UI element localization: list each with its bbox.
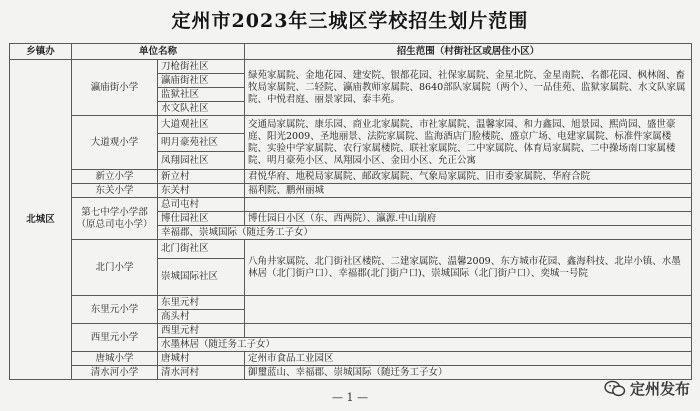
header-school: 单位名称 (72, 44, 245, 60)
unit-name: 大道观社区 (158, 116, 245, 134)
header-range: 招生范围（村街社区或居住小区） (245, 44, 692, 60)
range-cell: 八角井家属院、北门街社区楼院、二建家属院、温馨2009、东方城市花园、鑫海科技、北岸小镇、水墨林居（北门街户口）、幸福郡(北门街户口)、崇城国际（北门街户口）、奕城一号院 (245, 240, 692, 296)
unit-name: 东里元村 (158, 296, 245, 310)
table-row (10, 366, 692, 380)
unit-name: 西里元村 (158, 324, 245, 338)
unit-name: 幸福郡、崇城国际（随迁务工子女） (158, 226, 692, 240)
table-row (10, 184, 692, 198)
table-row (10, 296, 692, 310)
unit-name: 水墨林居（随迁务工子女） (158, 338, 692, 352)
school-name: 大道观小学 (72, 116, 158, 170)
unit-name: 凤翔园社区 (158, 152, 245, 170)
unit-name: 新立村 (158, 170, 245, 184)
table-header-row (10, 44, 692, 60)
school-name: 瀛庙街小学 (72, 60, 158, 116)
unit-name: 刀枪街社区 (158, 60, 245, 74)
unit-name: 博仕园社区 (158, 212, 245, 226)
range-cell: 博仕园日小区（东、西两院）、瀛源.中山瑞府 (245, 212, 692, 226)
town-cell: 北城区 (10, 60, 72, 380)
range-cell: 福利院、鹏州丽城 (245, 184, 692, 198)
range-cell: 定州市食品工业园区 (245, 352, 692, 366)
watermark-text: 定州发布 (629, 380, 690, 398)
unit-name: 总司屯村 (158, 198, 245, 212)
document-title: 定州市2023年三城区学校招生划片范围 (171, 10, 529, 32)
unit-name: 水文队社区 (158, 102, 245, 116)
range-cell (245, 324, 692, 338)
unit-name: 监狱社区 (158, 88, 245, 102)
range-cell: 交通局家属院、康乐园、商业北家属院、市社家属院、温馨家园、和力鑫园、旭景园、熙尚园、盛世豪庭、阳光2009、圣地丽景、法院家属院、监海酒店门脸楼院、盛京广场、电建家属院、标准件家属楼院、实验中学家属院、农行家属楼院、联社家属院、二中家属院、体育局家属院、二中操场南口家属楼院、明月豪苑小区、凤翔园小区、金田小区、允正公寓 (245, 116, 692, 170)
school-name: 东关小学 (72, 184, 158, 198)
unit-name: 瀛庙街社区 (158, 74, 245, 88)
table-row (10, 198, 692, 212)
unit-name: 北门街社区 (158, 240, 245, 259)
school-name: 北门小学 (72, 240, 158, 296)
range-cell (245, 296, 692, 324)
unit-name: 唐城村 (158, 352, 245, 366)
table-row (10, 170, 692, 184)
range-cell: 君悦华府、地税局家属院、邮政家属院、气象局家属院、旧市委家属院、华府合院 (245, 170, 692, 184)
range-cell (245, 198, 692, 212)
table-row (10, 352, 692, 366)
table-row (10, 116, 692, 134)
table-row (10, 240, 692, 259)
unit-name: 清水河村 (158, 366, 245, 380)
unit-name: 高头村 (158, 310, 245, 324)
table-row (10, 60, 692, 74)
unit-name: 明月豪苑社区 (158, 134, 245, 152)
range-cell: 御璽蓝山、幸福郡、崇城国际（随迁务工子女） (245, 366, 692, 380)
school-name: 唐城小学 (72, 352, 158, 366)
enrollment-scope-table (9, 43, 692, 380)
range-cell: 緑苑家属院、金地花园、建安院、银都花园、社保家属院、金星北院、金星南院、名都花园、枫林阁、畜牧局家属院、二轻院、瀛庙教师家属院、8640部队家属院（两个）、一品佳苑、监狱家属院、水文队家属院、中悦君庭、丽景家园、泰丰苑。 (245, 60, 692, 116)
unit-name: 东关村 (158, 184, 245, 198)
school-name: 东里元小学 (72, 296, 158, 324)
school-name: 清水河小学 (72, 366, 158, 380)
table-row (10, 324, 692, 338)
page-number: — 1 — (332, 391, 368, 404)
header-town: 乡镇办 (10, 44, 72, 60)
unit-name: 崇城国际社区 (158, 259, 245, 296)
school-name: 西里元小学 (72, 324, 158, 352)
school-name: 第七中学小学部（原总司屯小学） (72, 198, 158, 240)
school-name: 新立小学 (72, 170, 158, 184)
